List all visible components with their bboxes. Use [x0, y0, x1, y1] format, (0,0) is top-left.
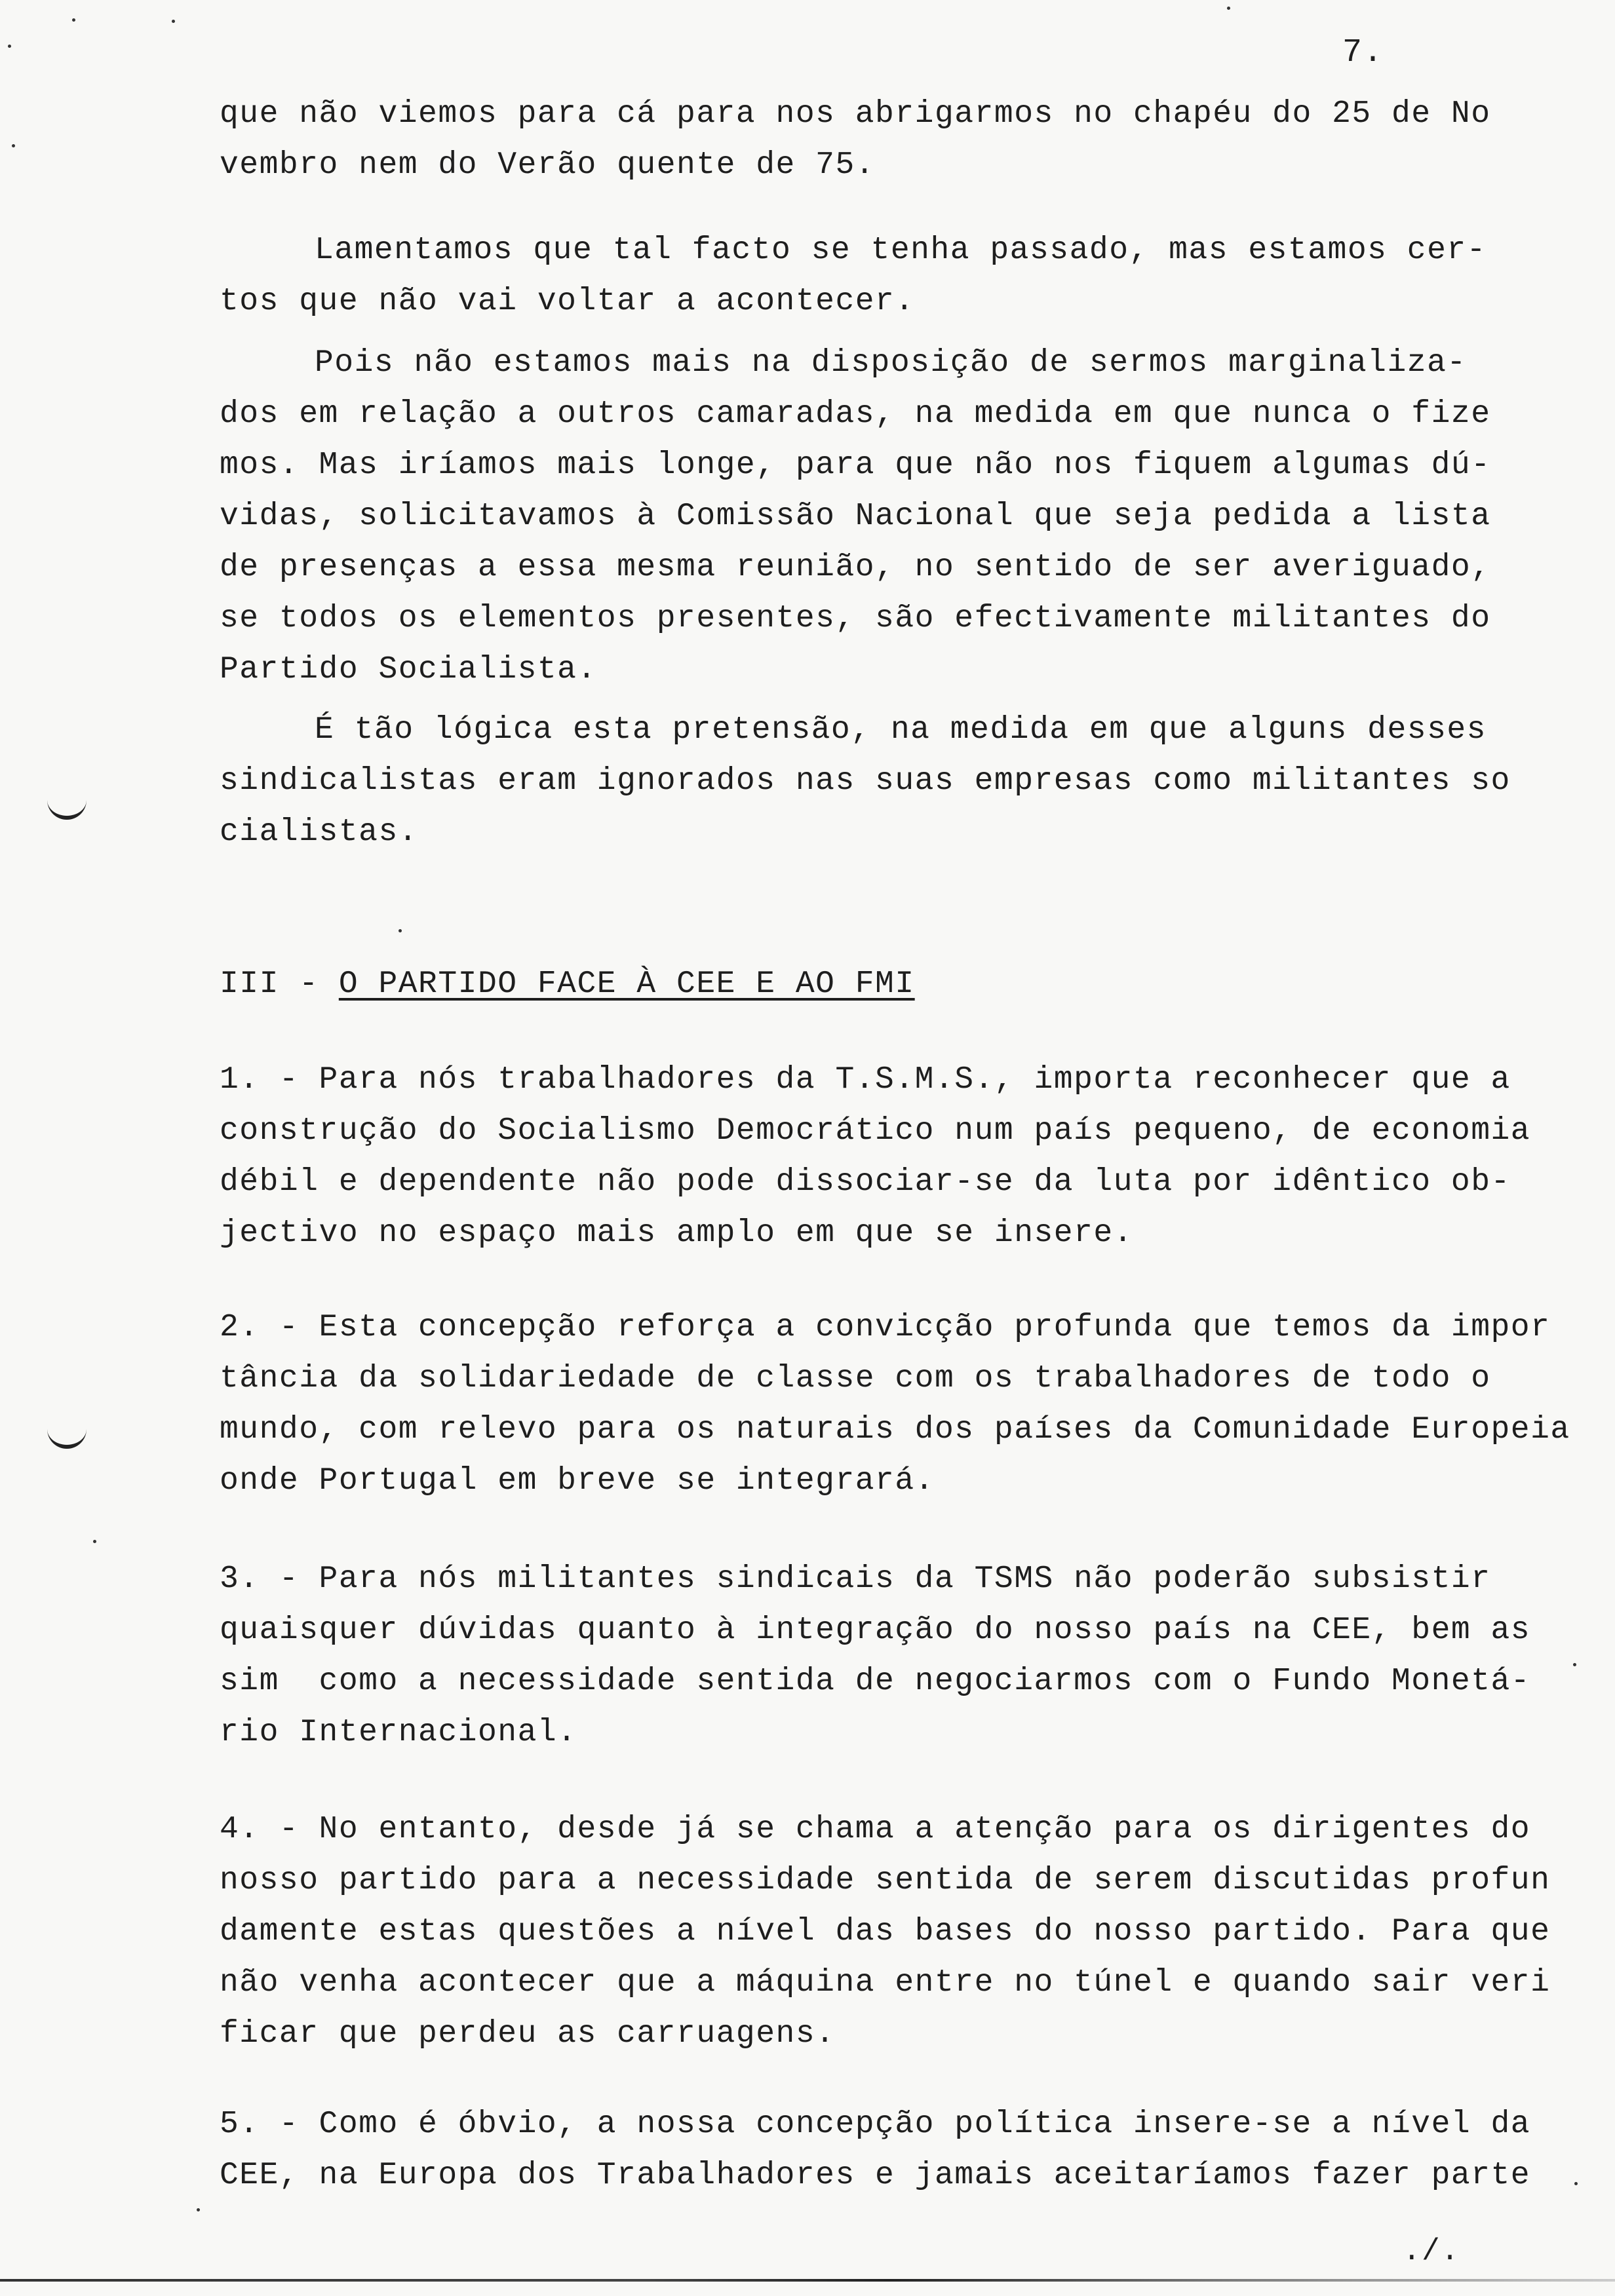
text-line: tos que não vai voltar a acontecer. [220, 284, 915, 319]
scan-speck [1574, 2182, 1578, 2185]
scan-speck [12, 144, 15, 147]
text-line: que não viemos para cá para nos abrigarmos no chapéu do 25 de No [220, 96, 1491, 132]
text-line: 4. - No entanto, desde já se chama a atenção para os dirigentes do [220, 1812, 1531, 1847]
scan-speck [172, 20, 175, 23]
text-line: ficar que perdeu as carruagens. [220, 2016, 836, 2052]
binder-hole-mark [47, 1425, 87, 1449]
text-line: 3. - Para nós militantes sindicais da TSMS não poderão subsistir [220, 1561, 1491, 1597]
text-line: Partido Socialista. [220, 652, 597, 687]
scan-speck [8, 45, 11, 48]
text-line: Pois não estamos mais na disposição de sermos marginaliza- [315, 345, 1467, 381]
text-line: 5. - Como é óbvio, a nossa concepção política insere-se a nível da [220, 2107, 1531, 2142]
binder-hole-mark [47, 796, 87, 820]
text-line: vidas, solicitavamos à Comissão Nacional que seja pedida a lista [220, 499, 1491, 534]
text-line: Lamentamos que tal facto se tenha passado, mas estamos cer- [315, 233, 1487, 268]
text-line: quaisquer dúvidas quanto à integração do nosso país na CEE, bem as [220, 1613, 1531, 1648]
text-line: cialistas. [220, 814, 419, 850]
text-line: mos. Mas iríamos mais longe, para que não nos fiquem algumas dú- [220, 448, 1491, 483]
text-line: mundo, com relevo para os naturais dos países da Comunidade Europeia [220, 1412, 1570, 1447]
text-line: não venha acontecer que a máquina entre no túnel e quando sair veri [220, 1965, 1551, 2000]
scan-speck [197, 2208, 200, 2211]
bottom-rule [0, 2279, 1615, 2282]
scan-speck [1573, 1663, 1576, 1666]
text-line: 2. - Esta concepção reforça a convicção profunda que temos da impor [220, 1310, 1551, 1345]
text-line: nosso partido para a necessidade sentida de serem discutidas profun [220, 1863, 1551, 1898]
text-line: se todos os elementos presentes, são efectivamente militantes do [220, 601, 1491, 636]
text-line: vembro nem do Verão quente de 75. [220, 147, 876, 183]
section-heading [220, 968, 915, 1000]
text-line: sindicalistas eram ignorados nas suas empresas como militantes so [220, 763, 1511, 799]
scan-speck [93, 1540, 96, 1543]
text-line: jectivo no espaço mais amplo em que se insere. [220, 1215, 1134, 1251]
text-line: de presenças a essa mesma reunião, no sentido de ser averiguado, [220, 550, 1491, 585]
scan-speck [1227, 7, 1230, 10]
page-number: 7. [1342, 34, 1384, 71]
text-line: CEE, na Europa dos Trabalhadores e jamais aceitaríamos fazer parte [220, 2158, 1531, 2193]
text-line: dos em relação a outros camaradas, na medida em que nunca o fize [220, 396, 1491, 432]
text-line: tância da solidariedade de classe com os trabalhadores de todo o [220, 1361, 1491, 1396]
section-title: O PARTIDO FACE À CEE E AO FMI [338, 966, 915, 1002]
section-number: III - [220, 966, 339, 1002]
text-line: onde Portugal em breve se integrará. [220, 1463, 935, 1499]
scan-speck [399, 929, 402, 932]
text-line: damente estas questões a nível das bases do nosso partido. Para que [220, 1914, 1551, 1949]
text-line: É tão lógica esta pretensão, na medida em que alguns desses [315, 712, 1487, 748]
text-line: construção do Socialismo Democrático num país pequeno, de economia [220, 1113, 1531, 1149]
text-line: sim como a necessidade sentida de negociarmos com o Fundo Monetá- [220, 1664, 1531, 1699]
continuation-mark: ./. [1403, 2234, 1460, 2268]
text-line: rio Internacional. [220, 1715, 577, 1750]
text-line: 1. - Para nós trabalhadores da T.S.M.S., importa reconhecer que a [220, 1062, 1511, 1098]
text-line: débil e dependente não pode dissociar-se da luta por idêntico ob- [220, 1164, 1511, 1200]
scan-speck [72, 18, 75, 22]
